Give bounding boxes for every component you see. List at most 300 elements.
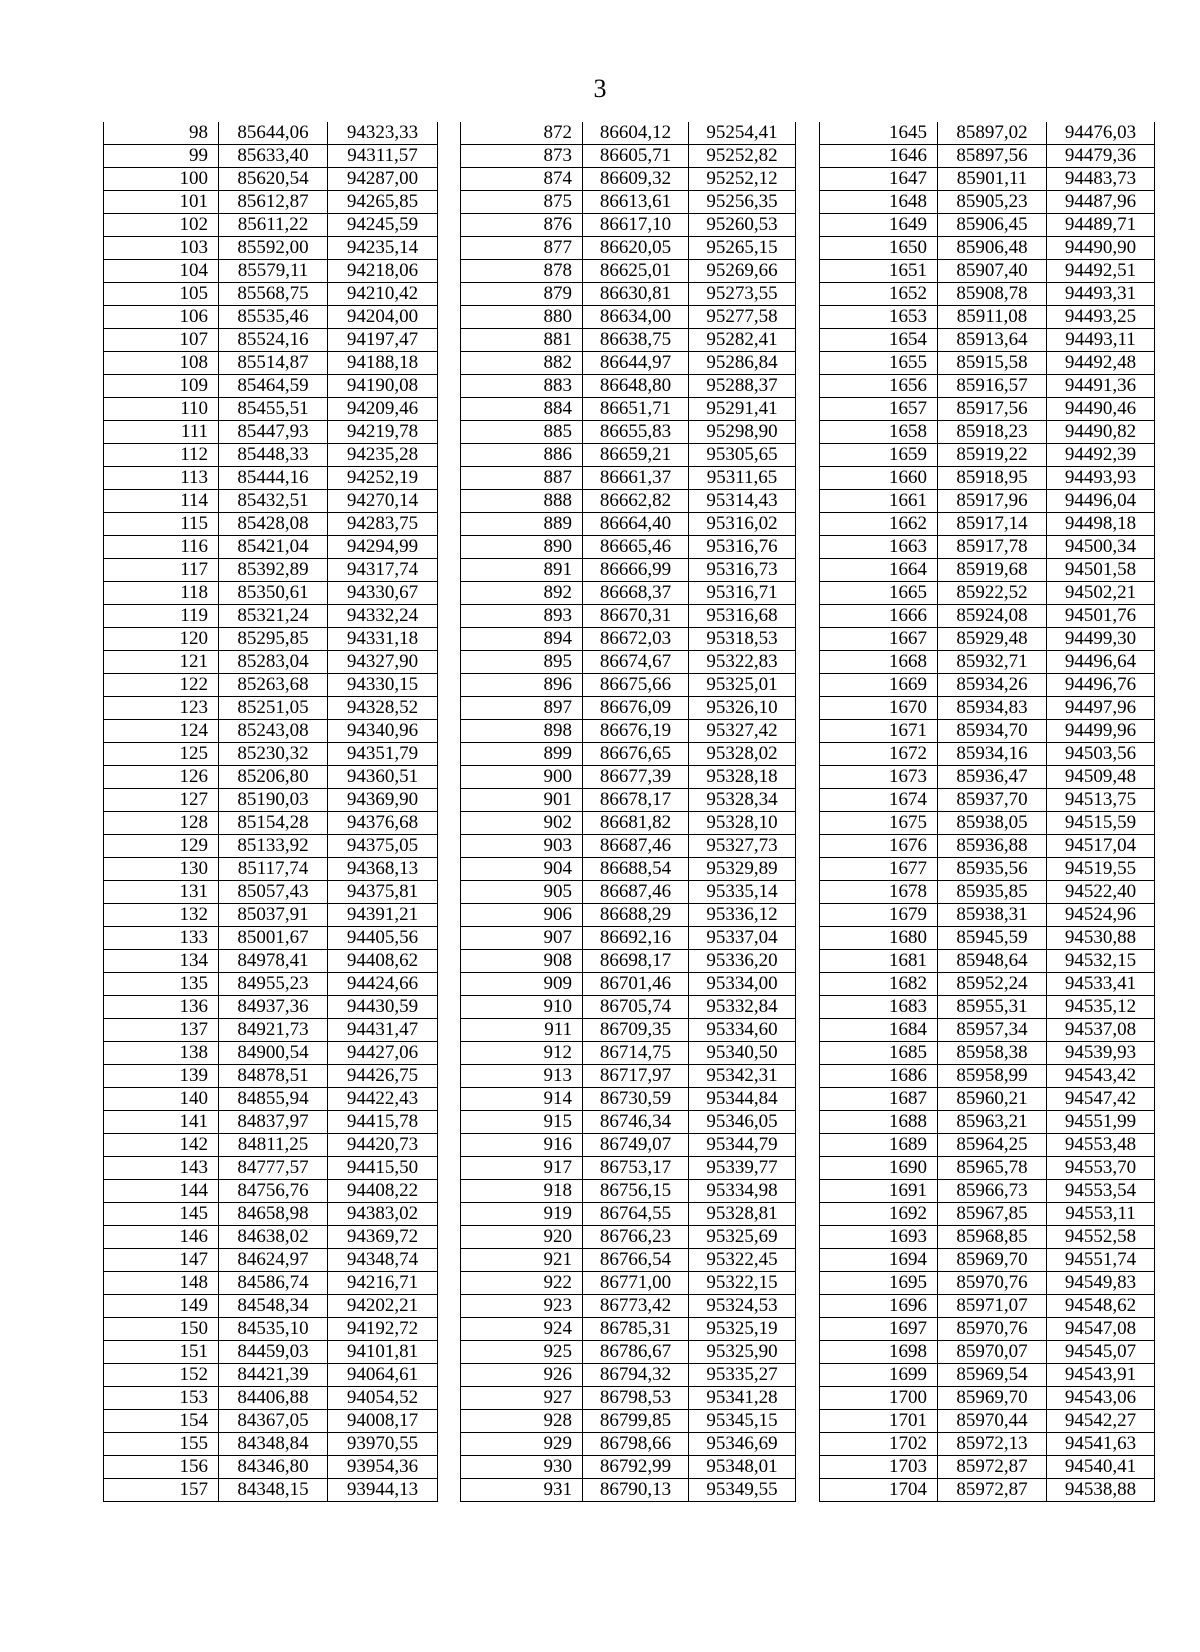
x-coordinate-cell: 86648,80 bbox=[583, 375, 689, 398]
x-coordinate-cell: 85957,34 bbox=[938, 1019, 1047, 1042]
table-row bbox=[461, 582, 796, 605]
y-coordinate-cell: 95252,12 bbox=[689, 168, 796, 191]
point-number-cell: 125 bbox=[104, 743, 219, 766]
table-row bbox=[104, 122, 438, 145]
point-number-cell: 919 bbox=[461, 1203, 583, 1226]
x-coordinate-cell: 85133,92 bbox=[219, 835, 328, 858]
x-coordinate-cell: 84978,41 bbox=[219, 950, 328, 973]
point-number-cell: 151 bbox=[104, 1341, 219, 1364]
y-coordinate-cell: 94496,04 bbox=[1047, 490, 1155, 513]
y-coordinate-cell: 94209,46 bbox=[328, 398, 438, 421]
point-number-cell: 129 bbox=[104, 835, 219, 858]
y-coordinate-cell: 94553,54 bbox=[1047, 1180, 1155, 1203]
x-coordinate-cell: 85972,87 bbox=[938, 1479, 1047, 1502]
y-coordinate-cell: 95288,37 bbox=[689, 375, 796, 398]
point-number-cell: 892 bbox=[461, 582, 583, 605]
y-coordinate-cell: 94483,73 bbox=[1047, 168, 1155, 191]
y-coordinate-cell: 95342,31 bbox=[689, 1065, 796, 1088]
point-number-cell: 880 bbox=[461, 306, 583, 329]
y-coordinate-cell: 95311,65 bbox=[689, 467, 796, 490]
y-coordinate-cell: 94431,47 bbox=[328, 1019, 438, 1042]
point-number-cell: 929 bbox=[461, 1433, 583, 1456]
y-coordinate-cell: 94210,42 bbox=[328, 283, 438, 306]
x-coordinate-cell: 84348,84 bbox=[219, 1433, 328, 1456]
y-coordinate-cell: 94497,96 bbox=[1047, 697, 1155, 720]
table-row bbox=[461, 237, 796, 260]
x-coordinate-cell: 85908,78 bbox=[938, 283, 1047, 306]
y-coordinate-cell: 95305,65 bbox=[689, 444, 796, 467]
point-number-cell: 1667 bbox=[820, 628, 938, 651]
y-coordinate-cell: 94408,62 bbox=[328, 950, 438, 973]
y-coordinate-cell: 94270,14 bbox=[328, 490, 438, 513]
point-number-cell: 144 bbox=[104, 1180, 219, 1203]
y-coordinate-cell: 94426,75 bbox=[328, 1065, 438, 1088]
y-coordinate-cell: 94202,21 bbox=[328, 1295, 438, 1318]
table-row bbox=[461, 1134, 796, 1157]
point-number-cell: 1654 bbox=[820, 329, 938, 352]
point-number-cell: 898 bbox=[461, 720, 583, 743]
table-row bbox=[820, 812, 1155, 835]
x-coordinate-cell: 85428,08 bbox=[219, 513, 328, 536]
x-coordinate-cell: 86705,74 bbox=[583, 996, 689, 1019]
y-coordinate-cell: 95325,90 bbox=[689, 1341, 796, 1364]
point-number-cell: 1677 bbox=[820, 858, 938, 881]
table-row bbox=[461, 1019, 796, 1042]
y-coordinate-cell: 94522,40 bbox=[1047, 881, 1155, 904]
table-row bbox=[104, 1387, 438, 1410]
table-row bbox=[820, 283, 1155, 306]
point-number-cell: 145 bbox=[104, 1203, 219, 1226]
table-row bbox=[104, 1226, 438, 1249]
table-row bbox=[461, 536, 796, 559]
y-coordinate-cell: 95322,45 bbox=[689, 1249, 796, 1272]
x-coordinate-cell: 85897,02 bbox=[938, 122, 1047, 145]
x-coordinate-cell: 86701,46 bbox=[583, 973, 689, 996]
table-row bbox=[461, 306, 796, 329]
point-number-cell: 106 bbox=[104, 306, 219, 329]
table-row bbox=[820, 605, 1155, 628]
point-number-cell: 137 bbox=[104, 1019, 219, 1042]
table-row bbox=[820, 1134, 1155, 1157]
y-coordinate-cell: 94330,67 bbox=[328, 582, 438, 605]
table-row bbox=[104, 191, 438, 214]
y-coordinate-cell: 95269,66 bbox=[689, 260, 796, 283]
table-row bbox=[104, 789, 438, 812]
y-coordinate-cell: 95345,15 bbox=[689, 1410, 796, 1433]
table-row bbox=[461, 743, 796, 766]
x-coordinate-cell: 85913,64 bbox=[938, 329, 1047, 352]
y-coordinate-cell: 95316,68 bbox=[689, 605, 796, 628]
table-row bbox=[820, 1203, 1155, 1226]
point-number-cell: 916 bbox=[461, 1134, 583, 1157]
y-coordinate-cell: 94524,96 bbox=[1047, 904, 1155, 927]
point-number-cell: 98 bbox=[104, 122, 219, 145]
point-number-cell: 136 bbox=[104, 996, 219, 1019]
y-coordinate-cell: 95337,04 bbox=[689, 927, 796, 950]
table-row bbox=[104, 375, 438, 398]
table-row bbox=[820, 1111, 1155, 1134]
table-row bbox=[461, 260, 796, 283]
x-coordinate-cell: 84586,74 bbox=[219, 1272, 328, 1295]
table-row bbox=[104, 835, 438, 858]
point-number-cell: 1653 bbox=[820, 306, 938, 329]
x-coordinate-cell: 85969,70 bbox=[938, 1249, 1047, 1272]
table-row bbox=[461, 375, 796, 398]
table-row bbox=[820, 122, 1155, 145]
table-row bbox=[820, 996, 1155, 1019]
table-row bbox=[461, 1203, 796, 1226]
y-coordinate-cell: 95316,73 bbox=[689, 559, 796, 582]
x-coordinate-cell: 84459,03 bbox=[219, 1341, 328, 1364]
x-coordinate-cell: 85916,57 bbox=[938, 375, 1047, 398]
x-coordinate-cell: 86698,17 bbox=[583, 950, 689, 973]
y-coordinate-cell: 95328,02 bbox=[689, 743, 796, 766]
x-coordinate-cell: 84367,05 bbox=[219, 1410, 328, 1433]
x-coordinate-cell: 85918,23 bbox=[938, 421, 1047, 444]
point-number-cell: 123 bbox=[104, 697, 219, 720]
y-coordinate-cell: 94493,11 bbox=[1047, 329, 1155, 352]
point-number-cell: 1675 bbox=[820, 812, 938, 835]
point-number-cell: 908 bbox=[461, 950, 583, 973]
table-row bbox=[820, 858, 1155, 881]
table-row bbox=[820, 375, 1155, 398]
coordinates-table-1 bbox=[103, 122, 438, 1502]
y-coordinate-cell: 94491,36 bbox=[1047, 375, 1155, 398]
y-coordinate-cell: 94552,58 bbox=[1047, 1226, 1155, 1249]
table-row bbox=[461, 145, 796, 168]
x-coordinate-cell: 84658,98 bbox=[219, 1203, 328, 1226]
point-number-cell: 910 bbox=[461, 996, 583, 1019]
point-number-cell: 1671 bbox=[820, 720, 938, 743]
table-row bbox=[461, 1180, 796, 1203]
x-coordinate-cell: 85917,56 bbox=[938, 398, 1047, 421]
table-row bbox=[820, 1410, 1155, 1433]
point-number-cell: 104 bbox=[104, 260, 219, 283]
point-number-cell: 887 bbox=[461, 467, 583, 490]
x-coordinate-cell: 85579,11 bbox=[219, 260, 328, 283]
y-coordinate-cell: 95348,01 bbox=[689, 1456, 796, 1479]
x-coordinate-cell: 86714,75 bbox=[583, 1042, 689, 1065]
point-number-cell: 903 bbox=[461, 835, 583, 858]
point-number-cell: 875 bbox=[461, 191, 583, 214]
y-coordinate-cell: 95329,89 bbox=[689, 858, 796, 881]
y-coordinate-cell: 94551,74 bbox=[1047, 1249, 1155, 1272]
x-coordinate-cell: 85321,24 bbox=[219, 605, 328, 628]
table-row bbox=[104, 720, 438, 743]
table-row bbox=[820, 1433, 1155, 1456]
point-number-cell: 922 bbox=[461, 1272, 583, 1295]
y-coordinate-cell: 94540,41 bbox=[1047, 1456, 1155, 1479]
y-coordinate-cell: 94328,52 bbox=[328, 697, 438, 720]
table-row bbox=[104, 1249, 438, 1272]
point-number-cell: 1697 bbox=[820, 1318, 938, 1341]
point-number-cell: 148 bbox=[104, 1272, 219, 1295]
point-number-cell: 132 bbox=[104, 904, 219, 927]
table-row bbox=[820, 536, 1155, 559]
y-coordinate-cell: 94532,15 bbox=[1047, 950, 1155, 973]
x-coordinate-cell: 86794,32 bbox=[583, 1364, 689, 1387]
y-coordinate-cell: 95334,60 bbox=[689, 1019, 796, 1042]
point-number-cell: 889 bbox=[461, 513, 583, 536]
x-coordinate-cell: 85936,47 bbox=[938, 766, 1047, 789]
x-coordinate-cell: 86688,29 bbox=[583, 904, 689, 927]
point-number-cell: 894 bbox=[461, 628, 583, 651]
table-row bbox=[104, 1272, 438, 1295]
point-number-cell: 1678 bbox=[820, 881, 938, 904]
point-number-cell: 907 bbox=[461, 927, 583, 950]
x-coordinate-cell: 85971,07 bbox=[938, 1295, 1047, 1318]
table-row bbox=[104, 674, 438, 697]
x-coordinate-cell: 85455,51 bbox=[219, 398, 328, 421]
table-row bbox=[461, 1226, 796, 1249]
table-row bbox=[104, 444, 438, 467]
point-number-cell: 116 bbox=[104, 536, 219, 559]
table-row bbox=[820, 582, 1155, 605]
x-coordinate-cell: 85001,67 bbox=[219, 927, 328, 950]
point-number-cell: 917 bbox=[461, 1157, 583, 1180]
y-coordinate-cell: 94499,96 bbox=[1047, 720, 1155, 743]
y-coordinate-cell: 94294,99 bbox=[328, 536, 438, 559]
x-coordinate-cell: 85966,73 bbox=[938, 1180, 1047, 1203]
x-coordinate-cell: 86746,34 bbox=[583, 1111, 689, 1134]
table-row bbox=[820, 1341, 1155, 1364]
point-number-cell: 1659 bbox=[820, 444, 938, 467]
point-number-cell: 925 bbox=[461, 1341, 583, 1364]
y-coordinate-cell: 94283,75 bbox=[328, 513, 438, 536]
x-coordinate-cell: 85915,58 bbox=[938, 352, 1047, 375]
point-number-cell: 1650 bbox=[820, 237, 938, 260]
table-row bbox=[820, 421, 1155, 444]
table-row bbox=[461, 1042, 796, 1065]
point-number-cell: 1690 bbox=[820, 1157, 938, 1180]
point-number-cell: 131 bbox=[104, 881, 219, 904]
y-coordinate-cell: 95335,27 bbox=[689, 1364, 796, 1387]
table-row bbox=[820, 628, 1155, 651]
x-coordinate-cell: 85938,31 bbox=[938, 904, 1047, 927]
table-row bbox=[104, 145, 438, 168]
table-row bbox=[461, 1272, 796, 1295]
y-coordinate-cell: 94265,85 bbox=[328, 191, 438, 214]
y-coordinate-cell: 94496,76 bbox=[1047, 674, 1155, 697]
table-row bbox=[104, 881, 438, 904]
point-number-cell: 121 bbox=[104, 651, 219, 674]
table-row bbox=[104, 1157, 438, 1180]
x-coordinate-cell: 85421,04 bbox=[219, 536, 328, 559]
table-row bbox=[104, 398, 438, 421]
y-coordinate-cell: 95325,69 bbox=[689, 1226, 796, 1249]
point-number-cell: 882 bbox=[461, 352, 583, 375]
table-row bbox=[104, 697, 438, 720]
x-coordinate-cell: 85970,76 bbox=[938, 1272, 1047, 1295]
x-coordinate-cell: 84955,23 bbox=[219, 973, 328, 996]
table-row bbox=[820, 1387, 1155, 1410]
table-row bbox=[461, 122, 796, 145]
y-coordinate-cell: 95327,42 bbox=[689, 720, 796, 743]
table-row bbox=[820, 766, 1155, 789]
point-number-cell: 126 bbox=[104, 766, 219, 789]
point-number-cell: 103 bbox=[104, 237, 219, 260]
table-row bbox=[104, 1318, 438, 1341]
y-coordinate-cell: 94340,96 bbox=[328, 720, 438, 743]
table-row bbox=[104, 237, 438, 260]
x-coordinate-cell: 86638,75 bbox=[583, 329, 689, 352]
y-coordinate-cell: 94533,41 bbox=[1047, 973, 1155, 996]
point-number-cell: 140 bbox=[104, 1088, 219, 1111]
point-number-cell: 884 bbox=[461, 398, 583, 421]
y-coordinate-cell: 94517,04 bbox=[1047, 835, 1155, 858]
y-coordinate-cell: 94530,88 bbox=[1047, 927, 1155, 950]
table-row bbox=[104, 1410, 438, 1433]
point-number-cell: 1687 bbox=[820, 1088, 938, 1111]
y-coordinate-cell: 94330,15 bbox=[328, 674, 438, 697]
y-coordinate-cell: 95344,84 bbox=[689, 1088, 796, 1111]
point-number-cell: 142 bbox=[104, 1134, 219, 1157]
x-coordinate-cell: 86666,99 bbox=[583, 559, 689, 582]
point-number-cell: 1686 bbox=[820, 1065, 938, 1088]
y-coordinate-cell: 95316,71 bbox=[689, 582, 796, 605]
x-coordinate-cell: 85154,28 bbox=[219, 812, 328, 835]
x-coordinate-cell: 86756,15 bbox=[583, 1180, 689, 1203]
x-coordinate-cell: 84777,57 bbox=[219, 1157, 328, 1180]
y-coordinate-cell: 94547,42 bbox=[1047, 1088, 1155, 1111]
y-coordinate-cell: 94553,70 bbox=[1047, 1157, 1155, 1180]
x-coordinate-cell: 85958,99 bbox=[938, 1065, 1047, 1088]
table-row bbox=[104, 927, 438, 950]
y-coordinate-cell: 94498,18 bbox=[1047, 513, 1155, 536]
x-coordinate-cell: 84406,88 bbox=[219, 1387, 328, 1410]
point-number-cell: 141 bbox=[104, 1111, 219, 1134]
x-coordinate-cell: 85620,54 bbox=[219, 168, 328, 191]
table-row bbox=[461, 766, 796, 789]
y-coordinate-cell: 95314,43 bbox=[689, 490, 796, 513]
x-coordinate-cell: 84638,02 bbox=[219, 1226, 328, 1249]
y-coordinate-cell: 95336,20 bbox=[689, 950, 796, 973]
y-coordinate-cell: 94054,52 bbox=[328, 1387, 438, 1410]
table-row bbox=[104, 536, 438, 559]
y-coordinate-cell: 94551,99 bbox=[1047, 1111, 1155, 1134]
table-row bbox=[820, 1157, 1155, 1180]
point-number-cell: 924 bbox=[461, 1318, 583, 1341]
point-number-cell: 927 bbox=[461, 1387, 583, 1410]
table-row bbox=[461, 1318, 796, 1341]
table-row bbox=[820, 513, 1155, 536]
x-coordinate-cell: 85905,23 bbox=[938, 191, 1047, 214]
x-coordinate-cell: 86644,97 bbox=[583, 352, 689, 375]
x-coordinate-cell: 84548,34 bbox=[219, 1295, 328, 1318]
x-coordinate-cell: 86753,17 bbox=[583, 1157, 689, 1180]
table-row bbox=[104, 1364, 438, 1387]
point-number-cell: 120 bbox=[104, 628, 219, 651]
point-number-cell: 913 bbox=[461, 1065, 583, 1088]
point-number-cell: 914 bbox=[461, 1088, 583, 1111]
point-number-cell: 107 bbox=[104, 329, 219, 352]
y-coordinate-cell: 95316,02 bbox=[689, 513, 796, 536]
x-coordinate-cell: 85243,08 bbox=[219, 720, 328, 743]
x-coordinate-cell: 86799,85 bbox=[583, 1410, 689, 1433]
table-row bbox=[461, 191, 796, 214]
point-number-cell: 109 bbox=[104, 375, 219, 398]
x-coordinate-cell: 85972,13 bbox=[938, 1433, 1047, 1456]
point-number-cell: 101 bbox=[104, 191, 219, 214]
table-row bbox=[820, 444, 1155, 467]
point-number-cell: 105 bbox=[104, 283, 219, 306]
y-coordinate-cell: 95346,05 bbox=[689, 1111, 796, 1134]
x-coordinate-cell: 85633,40 bbox=[219, 145, 328, 168]
table-row bbox=[461, 490, 796, 513]
point-number-cell: 1694 bbox=[820, 1249, 938, 1272]
point-number-cell: 1680 bbox=[820, 927, 938, 950]
table-row bbox=[104, 352, 438, 375]
table-row bbox=[104, 904, 438, 927]
x-coordinate-cell: 86790,13 bbox=[583, 1479, 689, 1502]
table-row bbox=[461, 1387, 796, 1410]
table-row bbox=[820, 1272, 1155, 1295]
table-row bbox=[461, 1433, 796, 1456]
y-coordinate-cell: 94351,79 bbox=[328, 743, 438, 766]
x-coordinate-cell: 86766,23 bbox=[583, 1226, 689, 1249]
y-coordinate-cell: 95260,53 bbox=[689, 214, 796, 237]
point-number-cell: 890 bbox=[461, 536, 583, 559]
x-coordinate-cell: 86764,55 bbox=[583, 1203, 689, 1226]
y-coordinate-cell: 95273,55 bbox=[689, 283, 796, 306]
x-coordinate-cell: 85935,85 bbox=[938, 881, 1047, 904]
x-coordinate-cell: 84535,10 bbox=[219, 1318, 328, 1341]
x-coordinate-cell: 86604,12 bbox=[583, 122, 689, 145]
y-coordinate-cell: 95322,15 bbox=[689, 1272, 796, 1295]
table-row bbox=[820, 1295, 1155, 1318]
point-number-cell: 879 bbox=[461, 283, 583, 306]
point-number-cell: 1698 bbox=[820, 1341, 938, 1364]
x-coordinate-cell: 84878,51 bbox=[219, 1065, 328, 1088]
x-coordinate-cell: 85970,07 bbox=[938, 1341, 1047, 1364]
x-coordinate-cell: 85967,85 bbox=[938, 1203, 1047, 1226]
y-coordinate-cell: 94368,13 bbox=[328, 858, 438, 881]
point-number-cell: 157 bbox=[104, 1479, 219, 1502]
x-coordinate-cell: 86798,53 bbox=[583, 1387, 689, 1410]
y-coordinate-cell: 94192,72 bbox=[328, 1318, 438, 1341]
y-coordinate-cell: 95298,90 bbox=[689, 421, 796, 444]
x-coordinate-cell: 86792,99 bbox=[583, 1456, 689, 1479]
x-coordinate-cell: 85057,43 bbox=[219, 881, 328, 904]
x-coordinate-cell: 86717,97 bbox=[583, 1065, 689, 1088]
y-coordinate-cell: 94537,08 bbox=[1047, 1019, 1155, 1042]
point-number-cell: 878 bbox=[461, 260, 583, 283]
y-coordinate-cell: 94197,47 bbox=[328, 329, 438, 352]
y-coordinate-cell: 95277,58 bbox=[689, 306, 796, 329]
table-row bbox=[461, 628, 796, 651]
point-number-cell: 877 bbox=[461, 237, 583, 260]
x-coordinate-cell: 86785,31 bbox=[583, 1318, 689, 1341]
x-coordinate-cell: 86771,00 bbox=[583, 1272, 689, 1295]
point-number-cell: 1674 bbox=[820, 789, 938, 812]
y-coordinate-cell: 95349,55 bbox=[689, 1479, 796, 1502]
y-coordinate-cell: 94513,75 bbox=[1047, 789, 1155, 812]
point-number-cell: 896 bbox=[461, 674, 583, 697]
point-number-cell: 112 bbox=[104, 444, 219, 467]
y-coordinate-cell: 95334,00 bbox=[689, 973, 796, 996]
y-coordinate-cell: 95325,19 bbox=[689, 1318, 796, 1341]
x-coordinate-cell: 84348,15 bbox=[219, 1479, 328, 1502]
point-number-cell: 885 bbox=[461, 421, 583, 444]
x-coordinate-cell: 85934,16 bbox=[938, 743, 1047, 766]
table-row bbox=[820, 973, 1155, 996]
coordinates-table-3 bbox=[819, 122, 1155, 1502]
table-row bbox=[461, 835, 796, 858]
point-number-cell: 928 bbox=[461, 1410, 583, 1433]
y-coordinate-cell: 94490,90 bbox=[1047, 237, 1155, 260]
x-coordinate-cell: 85263,68 bbox=[219, 674, 328, 697]
table-row bbox=[820, 1065, 1155, 1088]
